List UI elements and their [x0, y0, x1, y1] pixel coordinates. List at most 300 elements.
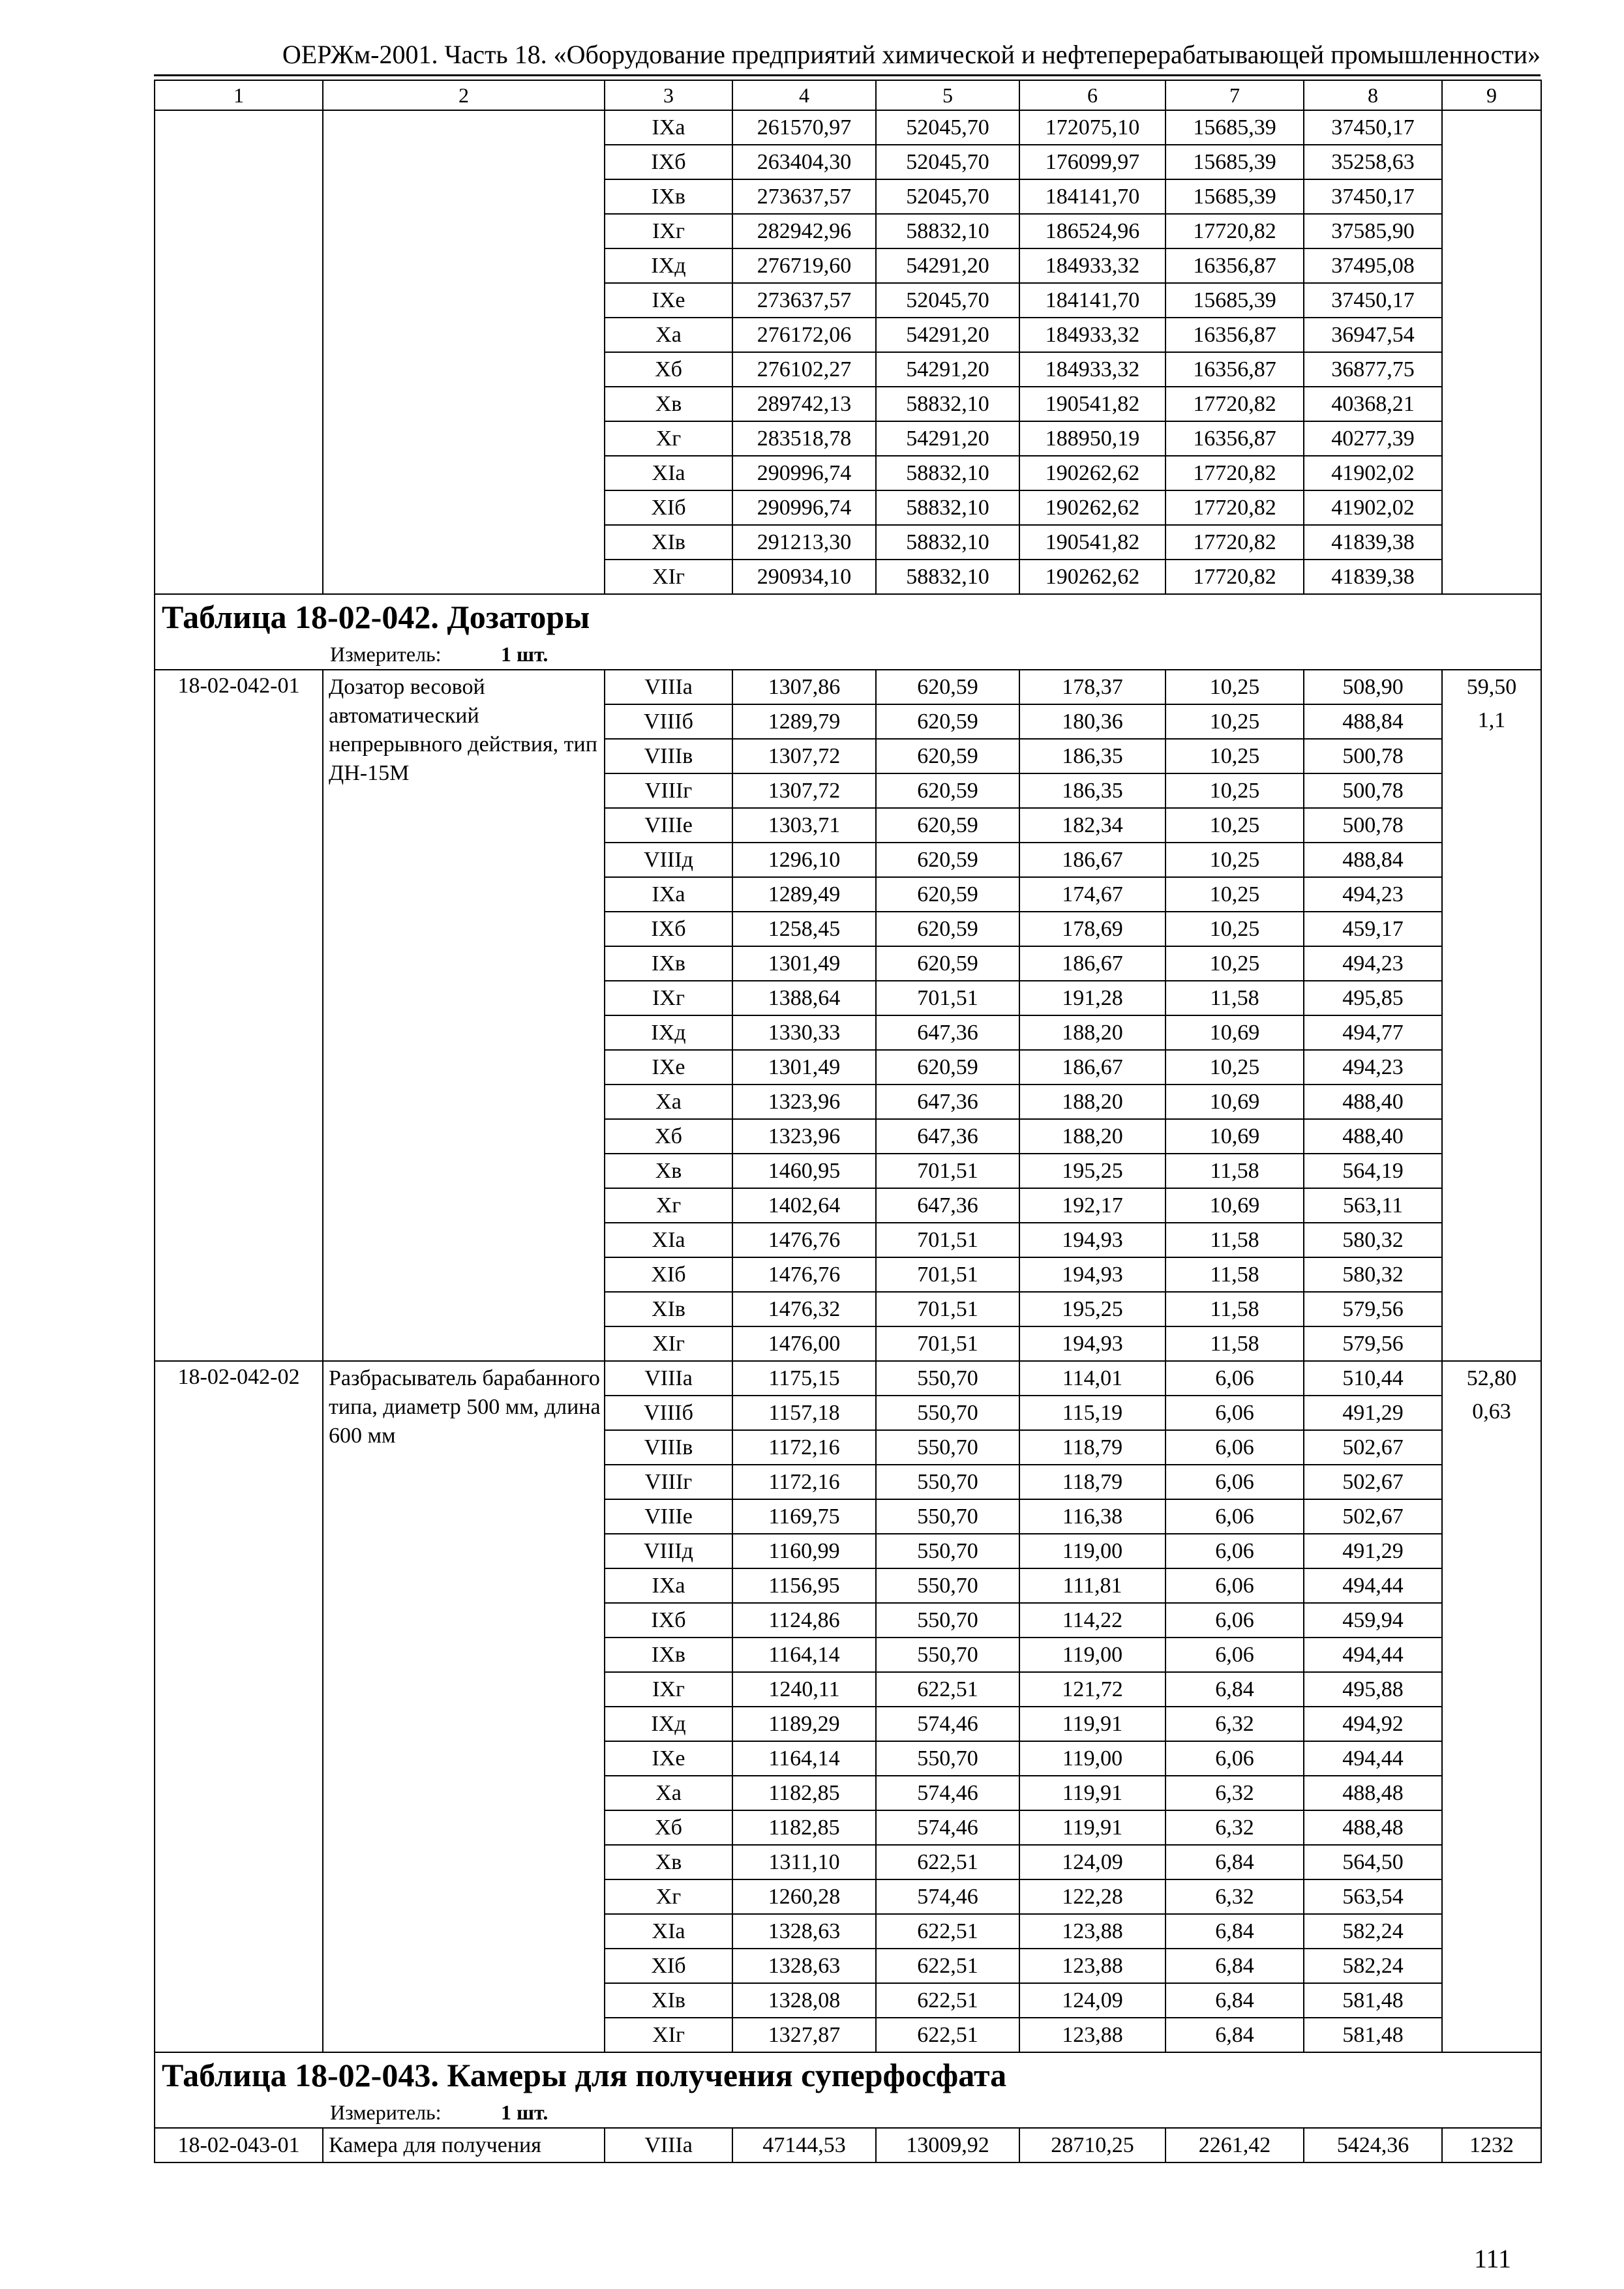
machine-cost-cell: 118,79 — [1019, 1430, 1165, 1465]
driver-wages-cell: 17720,82 — [1165, 490, 1304, 525]
zone-cell: VIIIв — [605, 739, 732, 773]
materials-cell: 563,11 — [1304, 1188, 1442, 1223]
direct-cost-cell: 1323,96 — [732, 1119, 876, 1154]
direct-cost-cell: 1189,29 — [732, 1707, 876, 1741]
machine-cost-cell: 115,19 — [1019, 1396, 1165, 1430]
driver-wages-cell: 6,06 — [1165, 1465, 1304, 1499]
driver-wages-cell: 15685,39 — [1165, 179, 1304, 214]
direct-cost-cell: 273637,57 — [732, 283, 876, 318]
materials-cell: 488,84 — [1304, 843, 1442, 877]
table-title: Таблица 18-02-043. Камеры для получения суперфосфата — [155, 2052, 1541, 2097]
driver-wages-cell: 6,84 — [1165, 1672, 1304, 1707]
materials-cell: 41902,02 — [1304, 456, 1442, 490]
materials-cell: 5424,36 — [1304, 2128, 1442, 2162]
wages-cell: 647,36 — [876, 1188, 1019, 1223]
machine-cost-cell: 114,22 — [1019, 1603, 1165, 1638]
driver-wages-cell: 16356,87 — [1165, 318, 1304, 352]
wages-cell: 620,59 — [876, 670, 1019, 704]
wages-cell: 550,70 — [876, 1361, 1019, 1396]
driver-wages-cell: 11,58 — [1165, 1154, 1304, 1188]
zone-cell: Xа — [605, 1776, 732, 1810]
materials-cell: 488,40 — [1304, 1119, 1442, 1154]
table-row — [155, 2128, 1541, 2162]
column-number: 2 — [323, 80, 605, 110]
machine-cost-cell: 180,36 — [1019, 704, 1165, 739]
wages-cell: 622,51 — [876, 1983, 1019, 2018]
wages-cell: 58832,10 — [876, 490, 1019, 525]
wages-cell: 620,59 — [876, 773, 1019, 808]
machine-cost-cell: 194,93 — [1019, 1326, 1165, 1361]
direct-cost-cell: 290996,74 — [732, 456, 876, 490]
driver-wages-cell: 10,25 — [1165, 843, 1304, 877]
direct-cost-cell: 1476,00 — [732, 1326, 876, 1361]
direct-cost-cell: 1402,64 — [732, 1188, 876, 1223]
wages-cell: 701,51 — [876, 981, 1019, 1015]
driver-wages-cell: 11,58 — [1165, 1257, 1304, 1292]
unit-cell — [155, 639, 1541, 670]
direct-cost-cell: 1388,64 — [732, 981, 876, 1015]
machine-cost-cell: 178,69 — [1019, 912, 1165, 946]
driver-wages-cell: 17720,82 — [1165, 560, 1304, 594]
unit-label: Измеритель: — [330, 2101, 442, 2124]
driver-wages-cell: 11,58 — [1165, 1292, 1304, 1326]
header-rule — [154, 74, 1541, 76]
machine-cost-cell: 190262,62 — [1019, 560, 1165, 594]
wages-cell: 52045,70 — [876, 179, 1019, 214]
driver-wages-cell: 6,06 — [1165, 1396, 1304, 1430]
driver-wages-cell: 15685,39 — [1165, 283, 1304, 318]
wages-cell: 54291,20 — [876, 318, 1019, 352]
machine-cost-cell: 191,28 — [1019, 981, 1165, 1015]
wages-cell: 58832,10 — [876, 560, 1019, 594]
wages-cell: 54291,20 — [876, 352, 1019, 387]
wages-cell: 622,51 — [876, 1914, 1019, 1949]
driver-wages-cell: 10,69 — [1165, 1085, 1304, 1119]
machine-cost-cell: 195,25 — [1019, 1292, 1165, 1326]
zone-cell: IXг — [605, 981, 732, 1015]
driver-wages-cell: 6,06 — [1165, 1603, 1304, 1638]
driver-wages-cell: 6,32 — [1165, 1707, 1304, 1741]
wages-cell: 58832,10 — [876, 525, 1019, 560]
materials-cell: 37450,17 — [1304, 283, 1442, 318]
wages-cell: 52045,70 — [876, 110, 1019, 145]
materials-cell: 459,17 — [1304, 912, 1442, 946]
machine-cost-cell: 184933,32 — [1019, 352, 1165, 387]
wages-cell: 13009,92 — [876, 2128, 1019, 2162]
zone-cell: XIб — [605, 490, 732, 525]
direct-cost-cell: 1460,95 — [732, 1154, 876, 1188]
unit-value: 1 шт. — [501, 642, 549, 666]
driver-wages-cell: 10,25 — [1165, 877, 1304, 912]
materials-cell: 581,48 — [1304, 1983, 1442, 2018]
item-col9 — [1442, 1361, 1541, 2052]
wages-cell: 550,70 — [876, 1741, 1019, 1776]
materials-cell: 40368,21 — [1304, 387, 1442, 421]
zone-cell: IXа — [605, 1568, 732, 1603]
direct-cost-cell: 1289,79 — [732, 704, 876, 739]
materials-cell: 580,32 — [1304, 1257, 1442, 1292]
direct-cost-cell: 1323,96 — [732, 1085, 876, 1119]
machine-cost-cell: 124,09 — [1019, 1845, 1165, 1879]
direct-cost-cell: 1240,11 — [732, 1672, 876, 1707]
direct-cost-cell: 1175,15 — [732, 1361, 876, 1396]
column-number: 1 — [155, 80, 323, 110]
wages-cell: 550,70 — [876, 1568, 1019, 1603]
materials-cell: 41902,02 — [1304, 490, 1442, 525]
wages-cell: 620,59 — [876, 1050, 1019, 1085]
zone-cell: Xа — [605, 318, 732, 352]
zone-cell: IXб — [605, 1603, 732, 1638]
zone-cell: XIв — [605, 1292, 732, 1326]
blank-code-cell — [155, 110, 323, 594]
direct-cost-cell: 1311,10 — [732, 1845, 876, 1879]
driver-wages-cell: 6,06 — [1165, 1568, 1304, 1603]
wages-cell: 620,59 — [876, 739, 1019, 773]
wages-cell: 550,70 — [876, 1396, 1019, 1430]
materials-cell: 500,78 — [1304, 739, 1442, 773]
materials-cell: 488,40 — [1304, 1085, 1442, 1119]
wages-cell: 620,59 — [876, 843, 1019, 877]
materials-cell: 579,56 — [1304, 1292, 1442, 1326]
machine-cost-cell: 186,67 — [1019, 946, 1165, 981]
materials-cell: 494,23 — [1304, 1050, 1442, 1085]
wages-cell: 701,51 — [876, 1223, 1019, 1257]
driver-wages-cell: 10,69 — [1165, 1119, 1304, 1154]
machine-cost-cell: 119,91 — [1019, 1707, 1165, 1741]
driver-wages-cell: 17720,82 — [1165, 387, 1304, 421]
zone-cell: VIIIе — [605, 808, 732, 843]
unit-value: 1 шт. — [501, 2101, 549, 2124]
wages-cell: 550,70 — [876, 1465, 1019, 1499]
zone-cell: IXв — [605, 1638, 732, 1672]
table-title: Таблица 18-02-042. Дозаторы — [155, 594, 1541, 639]
machine-cost-cell: 182,34 — [1019, 808, 1165, 843]
item-weight: 52,80 — [1466, 1366, 1517, 1390]
materials-cell: 494,92 — [1304, 1707, 1442, 1741]
zone-cell: VIIIа — [605, 670, 732, 704]
wages-cell: 701,51 — [876, 1154, 1019, 1188]
materials-cell: 495,85 — [1304, 981, 1442, 1015]
wages-cell: 54291,20 — [876, 421, 1019, 456]
direct-cost-cell: 1476,32 — [732, 1292, 876, 1326]
machine-cost-cell: 192,17 — [1019, 1188, 1165, 1223]
driver-wages-cell: 10,25 — [1165, 704, 1304, 739]
zone-cell: VIIIа — [605, 1361, 732, 1396]
direct-cost-cell: 1160,99 — [732, 1534, 876, 1568]
zone-cell: Xг — [605, 1879, 732, 1914]
driver-wages-cell: 10,25 — [1165, 670, 1304, 704]
wages-cell: 647,36 — [876, 1085, 1019, 1119]
materials-cell: 564,19 — [1304, 1154, 1442, 1188]
driver-wages-cell: 6,32 — [1165, 1776, 1304, 1810]
driver-wages-cell: 10,25 — [1165, 912, 1304, 946]
driver-wages-cell: 16356,87 — [1165, 352, 1304, 387]
materials-cell: 488,84 — [1304, 704, 1442, 739]
direct-cost-cell: 1172,16 — [732, 1430, 876, 1465]
item-name: Камера для получения — [323, 2128, 605, 2162]
materials-cell: 502,67 — [1304, 1430, 1442, 1465]
direct-cost-cell: 276719,60 — [732, 248, 876, 283]
direct-cost-cell: 1169,75 — [732, 1499, 876, 1534]
direct-cost-cell: 263404,30 — [732, 145, 876, 179]
wages-cell: 620,59 — [876, 946, 1019, 981]
wages-cell: 550,70 — [876, 1638, 1019, 1672]
unit-row — [155, 2097, 1541, 2128]
running-header: ОЕРЖм-2001. Часть 18. «Оборудование предприятий химической и нефтеперерабатывающей промышленности» — [282, 40, 1541, 69]
direct-cost-cell: 1307,72 — [732, 773, 876, 808]
wages-cell: 622,51 — [876, 1672, 1019, 1707]
wages-cell: 550,70 — [876, 1534, 1019, 1568]
machine-cost-cell: 121,72 — [1019, 1672, 1165, 1707]
zone-cell: IXб — [605, 912, 732, 946]
wages-cell: 647,36 — [876, 1119, 1019, 1154]
direct-cost-cell: 276172,06 — [732, 318, 876, 352]
item-name: Разбрасыватель барабанного типа, диаметр 500 мм, длина 600 мм — [323, 1361, 605, 2052]
driver-wages-cell: 6,06 — [1165, 1361, 1304, 1396]
zone-cell: XIв — [605, 1983, 732, 2018]
zone-cell: XIа — [605, 1914, 732, 1949]
wages-cell: 54291,20 — [876, 248, 1019, 283]
zone-cell: Xв — [605, 1845, 732, 1879]
machine-cost-cell: 28710,25 — [1019, 2128, 1165, 2162]
machine-cost-cell: 188,20 — [1019, 1015, 1165, 1050]
wages-cell: 622,51 — [876, 1949, 1019, 1983]
materials-cell: 491,29 — [1304, 1396, 1442, 1430]
driver-wages-cell: 10,25 — [1165, 946, 1304, 981]
machine-cost-cell: 116,38 — [1019, 1499, 1165, 1534]
blank-name-cell — [323, 110, 605, 594]
direct-cost-cell: 1157,18 — [732, 1396, 876, 1430]
page-number: 111 — [1474, 2244, 1512, 2273]
wages-cell: 550,70 — [876, 1499, 1019, 1534]
materials-cell: 37450,17 — [1304, 179, 1442, 214]
wages-cell: 574,46 — [876, 1810, 1019, 1845]
machine-cost-cell: 172075,10 — [1019, 110, 1165, 145]
machine-cost-cell: 124,09 — [1019, 1983, 1165, 2018]
wages-cell: 52045,70 — [876, 145, 1019, 179]
column-number: 5 — [876, 80, 1019, 110]
driver-wages-cell: 17720,82 — [1165, 456, 1304, 490]
driver-wages-cell: 10,25 — [1165, 773, 1304, 808]
column-number: 6 — [1019, 80, 1165, 110]
wages-cell: 622,51 — [876, 2018, 1019, 2052]
machine-cost-cell: 174,67 — [1019, 877, 1165, 912]
zone-cell: XIб — [605, 1257, 732, 1292]
driver-wages-cell: 16356,87 — [1165, 248, 1304, 283]
direct-cost-cell: 1476,76 — [732, 1223, 876, 1257]
zone-cell: XIа — [605, 1223, 732, 1257]
zone-cell: XIг — [605, 560, 732, 594]
machine-cost-cell: 186,35 — [1019, 739, 1165, 773]
driver-wages-cell: 11,58 — [1165, 1223, 1304, 1257]
machine-cost-cell: 186524,96 — [1019, 214, 1165, 248]
materials-cell: 564,50 — [1304, 1845, 1442, 1879]
item-labor: 0,63 — [1472, 1399, 1511, 1424]
machine-cost-cell: 190541,82 — [1019, 387, 1165, 421]
materials-cell: 579,56 — [1304, 1326, 1442, 1361]
machine-cost-cell: 188,20 — [1019, 1085, 1165, 1119]
machine-cost-cell: 122,28 — [1019, 1879, 1165, 1914]
wages-cell: 574,46 — [876, 1776, 1019, 1810]
wages-cell: 620,59 — [876, 808, 1019, 843]
direct-cost-cell: 1327,87 — [732, 2018, 876, 2052]
unit-row — [155, 639, 1541, 670]
machine-cost-cell: 190541,82 — [1019, 525, 1165, 560]
machine-cost-cell: 123,88 — [1019, 1914, 1165, 1949]
materials-cell: 494,23 — [1304, 946, 1442, 981]
machine-cost-cell: 184141,70 — [1019, 179, 1165, 214]
materials-cell: 40277,39 — [1304, 421, 1442, 456]
direct-cost-cell: 1307,72 — [732, 739, 876, 773]
zone-cell: IXа — [605, 110, 732, 145]
direct-cost-cell: 1260,28 — [732, 1879, 876, 1914]
zone-cell: IXе — [605, 1050, 732, 1085]
unit-cell — [155, 2097, 1541, 2128]
zone-cell: VIIIа — [605, 2128, 732, 2162]
column-number-row — [155, 80, 1541, 110]
item-weight: 59,50 — [1466, 675, 1517, 699]
direct-cost-cell: 1307,86 — [732, 670, 876, 704]
column-number: 4 — [732, 80, 876, 110]
driver-wages-cell: 11,58 — [1165, 981, 1304, 1015]
zone-cell: IXб — [605, 145, 732, 179]
unit-label: Измеритель: — [330, 642, 442, 666]
direct-cost-cell: 1328,08 — [732, 1983, 876, 2018]
machine-cost-cell: 119,00 — [1019, 1741, 1165, 1776]
zone-cell: IXд — [605, 1707, 732, 1741]
machine-cost-cell: 195,25 — [1019, 1154, 1165, 1188]
wages-cell: 701,51 — [876, 1292, 1019, 1326]
machine-cost-cell: 119,91 — [1019, 1776, 1165, 1810]
materials-cell: 37495,08 — [1304, 248, 1442, 283]
direct-cost-cell: 283518,78 — [732, 421, 876, 456]
direct-cost-cell: 1164,14 — [732, 1741, 876, 1776]
wages-cell: 52045,70 — [876, 283, 1019, 318]
zone-cell: IXа — [605, 877, 732, 912]
item-weight: 1232 — [1442, 2128, 1541, 2162]
machine-cost-cell: 188950,19 — [1019, 421, 1165, 456]
item-code: 18-02-042-01 — [155, 670, 323, 1361]
driver-wages-cell: 11,58 — [1165, 1326, 1304, 1361]
item-col9 — [1442, 670, 1541, 1361]
driver-wages-cell: 2261,42 — [1165, 2128, 1304, 2162]
driver-wages-cell: 15685,39 — [1165, 110, 1304, 145]
machine-cost-cell: 190262,62 — [1019, 456, 1165, 490]
direct-cost-cell: 1303,71 — [732, 808, 876, 843]
machine-cost-cell: 186,67 — [1019, 843, 1165, 877]
direct-cost-cell: 1289,49 — [732, 877, 876, 912]
wages-cell: 622,51 — [876, 1845, 1019, 1879]
materials-cell: 37585,90 — [1304, 214, 1442, 248]
driver-wages-cell: 6,32 — [1165, 1810, 1304, 1845]
zone-cell: Xв — [605, 1154, 732, 1188]
zone-cell: IXе — [605, 283, 732, 318]
materials-cell: 582,24 — [1304, 1914, 1442, 1949]
machine-cost-cell: 186,35 — [1019, 773, 1165, 808]
direct-cost-cell: 47144,53 — [732, 2128, 876, 2162]
materials-cell: 563,54 — [1304, 1879, 1442, 1914]
materials-cell: 41839,38 — [1304, 525, 1442, 560]
zone-cell: IXд — [605, 1015, 732, 1050]
materials-cell: 488,48 — [1304, 1810, 1442, 1845]
driver-wages-cell: 6,06 — [1165, 1741, 1304, 1776]
zone-cell: XIа — [605, 456, 732, 490]
driver-wages-cell: 6,06 — [1165, 1534, 1304, 1568]
direct-cost-cell: 290934,10 — [732, 560, 876, 594]
driver-wages-cell: 17720,82 — [1165, 525, 1304, 560]
direct-cost-cell: 1182,85 — [732, 1810, 876, 1845]
materials-cell: 580,32 — [1304, 1223, 1442, 1257]
wages-cell: 620,59 — [876, 912, 1019, 946]
direct-cost-cell: 291213,30 — [732, 525, 876, 560]
machine-cost-cell: 114,01 — [1019, 1361, 1165, 1396]
direct-cost-cell: 1164,14 — [732, 1638, 876, 1672]
zone-cell: Xа — [605, 1085, 732, 1119]
machine-cost-cell: 118,79 — [1019, 1465, 1165, 1499]
direct-cost-cell: 289742,13 — [732, 387, 876, 421]
materials-cell: 495,88 — [1304, 1672, 1442, 1707]
zone-cell: VIIIб — [605, 1396, 732, 1430]
materials-cell: 494,77 — [1304, 1015, 1442, 1050]
wages-cell: 58832,10 — [876, 387, 1019, 421]
direct-cost-cell: 1172,16 — [732, 1465, 876, 1499]
wages-cell: 550,70 — [876, 1430, 1019, 1465]
driver-wages-cell: 16356,87 — [1165, 421, 1304, 456]
driver-wages-cell: 10,69 — [1165, 1188, 1304, 1223]
materials-cell: 494,23 — [1304, 877, 1442, 912]
direct-cost-cell: 1182,85 — [732, 1776, 876, 1810]
driver-wages-cell: 10,25 — [1165, 1050, 1304, 1085]
driver-wages-cell: 6,84 — [1165, 1845, 1304, 1879]
direct-cost-cell: 276102,27 — [732, 352, 876, 387]
materials-cell: 37450,17 — [1304, 110, 1442, 145]
zone-cell: Xг — [605, 1188, 732, 1223]
table-row — [155, 110, 1541, 145]
materials-cell: 582,24 — [1304, 1949, 1442, 1983]
zone-cell: IXв — [605, 179, 732, 214]
zone-cell: XIб — [605, 1949, 732, 1983]
direct-cost-cell: 1296,10 — [732, 843, 876, 877]
zone-cell: Xб — [605, 1810, 732, 1845]
materials-cell: 508,90 — [1304, 670, 1442, 704]
machine-cost-cell: 111,81 — [1019, 1568, 1165, 1603]
wages-cell: 574,46 — [876, 1707, 1019, 1741]
direct-cost-cell: 1328,63 — [732, 1914, 876, 1949]
materials-cell: 35258,63 — [1304, 145, 1442, 179]
materials-cell: 494,44 — [1304, 1638, 1442, 1672]
zone-cell: VIIIв — [605, 1430, 732, 1465]
item-code: 18-02-043-01 — [155, 2128, 323, 2162]
machine-cost-cell: 176099,97 — [1019, 145, 1165, 179]
machine-cost-cell: 184933,32 — [1019, 318, 1165, 352]
column-number: 9 — [1442, 80, 1541, 110]
materials-cell: 459,94 — [1304, 1603, 1442, 1638]
rates-table — [154, 80, 1542, 2163]
zone-cell: VIIIд — [605, 843, 732, 877]
zone-cell: XIг — [605, 1326, 732, 1361]
machine-cost-cell: 184933,32 — [1019, 248, 1165, 283]
machine-cost-cell: 178,37 — [1019, 670, 1165, 704]
driver-wages-cell: 6,84 — [1165, 1949, 1304, 1983]
materials-cell: 494,44 — [1304, 1568, 1442, 1603]
direct-cost-cell: 1301,49 — [732, 946, 876, 981]
zone-cell: XIв — [605, 525, 732, 560]
zone-cell: IXг — [605, 214, 732, 248]
direct-cost-cell: 1330,33 — [732, 1015, 876, 1050]
column-number: 3 — [605, 80, 732, 110]
blank-col9-cell — [1442, 110, 1541, 594]
direct-cost-cell: 290996,74 — [732, 490, 876, 525]
